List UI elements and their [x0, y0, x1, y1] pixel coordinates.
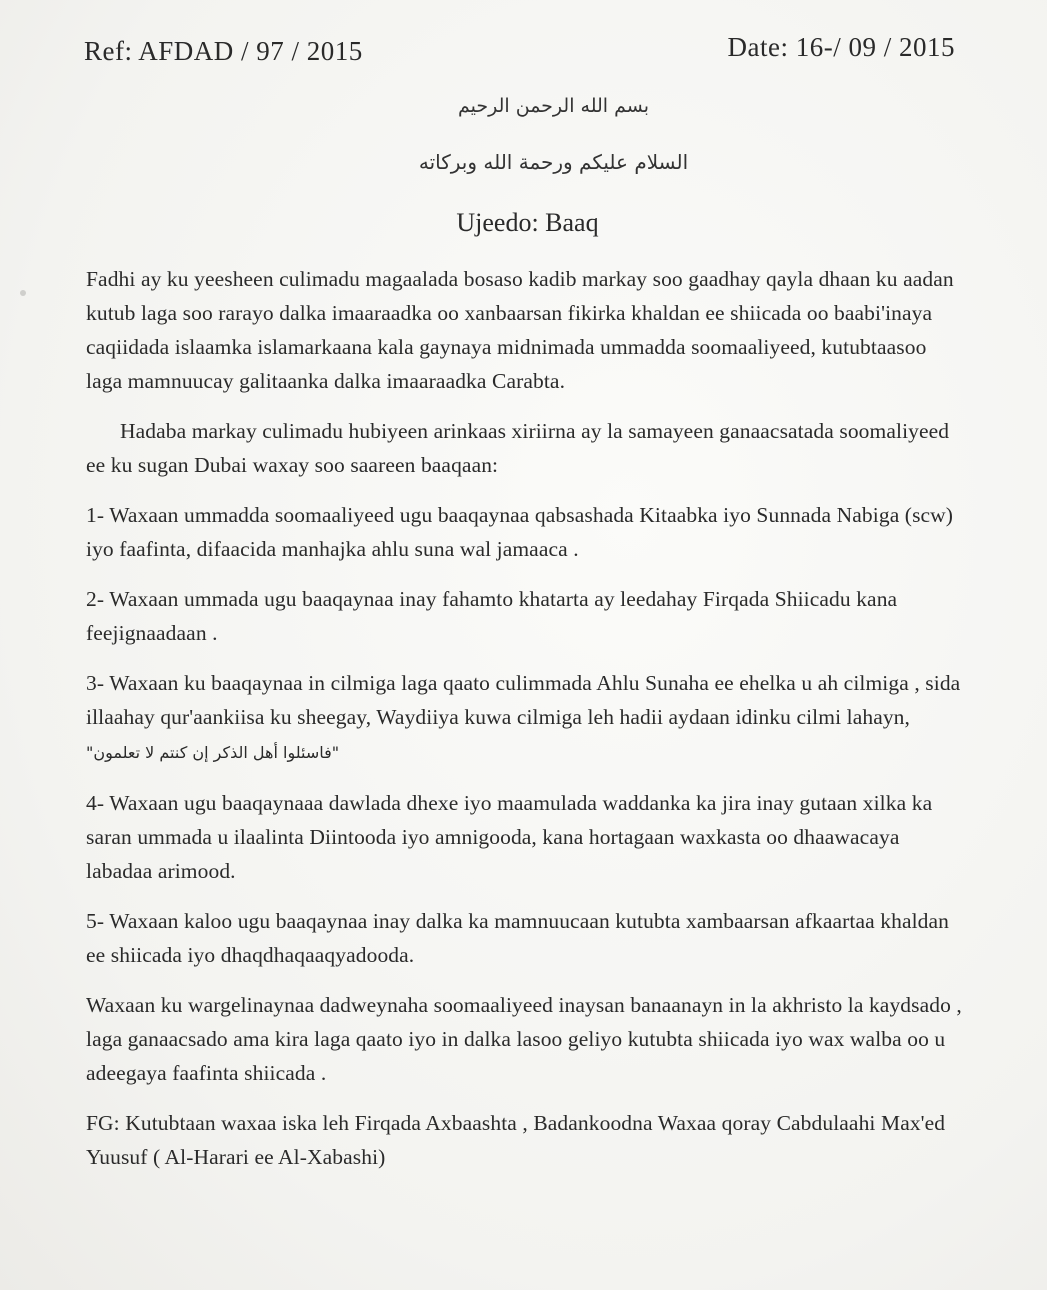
appeal-item-4: 4- Waxaan ugu baaqaynaaa dawlada dhexe iyo maamulada waddanka ka jira inay gutaan xilka ka saran ummada u ilaalinta Diintooda iyo amnigooda, kana hortagaan waxkasta oo dhaawacaya labadaa arimood. [86, 791, 933, 883]
subject-line: Ujeedo: Baaq [456, 208, 599, 237]
letter-header [84, 32, 955, 70]
appeal-item-3-text: 3- Waxaan ku baaqaynaa in cilmiga laga qaato culimmada Ahlu Sunaha ee ehelka u ah cilmiga , sida illaahay qur'aankiisa ku sheegay, Waydiiya kuwa cilmiga leh hadii aydaan idinku cilmi lahayn, [86, 671, 961, 729]
context-paragraph: Hadaba markay culimadu hubiyeen arinkaas xiriirna ay la samayeen ganaacsatada soomaliyeed ee ku sugan Dubai waxay soo saareen baaqaan: [86, 419, 950, 477]
salaam-greeting: السلام عليكم ورحمة الله وبركاته [418, 150, 689, 174]
bismillah-line: بسم الله الرحمن الرحيم [458, 95, 649, 117]
appeal-item-3 [86, 666, 966, 770]
footnote-paragraph: FG: Kutubtaan waxaa iska leh Firqada Axbaashta , Badankoodna Waxaa qoray Cabdulaahi Max'ed Yuusuf ( Al-Harari ee Al-Xabashi) [86, 1111, 946, 1169]
letter-body [86, 262, 966, 1190]
paper-speck [20, 290, 26, 296]
letter-date: Date: 16-/ 09 / 2015 [727, 32, 955, 62]
appeal-item-2: 2- Waxaan ummada ugu baaqaynaa inay fahamto khatarta ay leedahay Firqada Shiicadu kana feejignaadaan . [86, 587, 898, 645]
appeal-item-5: 5- Waxaan kaloo ugu baaqaynaa inay dalka ka mamnuucaan kutubta xambaarsan afkaartaa khaldan ee shiicada iyo dhaqdhaqaaqyadooda. [86, 909, 950, 967]
quran-quote: "فاسئلوا أهل الذكر إن كنتم لا تعلمون" [86, 743, 340, 762]
warning-paragraph: Waxaan ku wargelinaynaa dadweynaha soomaaliyeed inaysan banaanayn in la akhristo la kaydsado , laga ganaacsado ama kira laga qaato iyo in dalka lasoo geliyo kutubta shiicada iyo wax walba oo u adeegaya faafinta shiicada . [86, 993, 962, 1085]
appeal-item-1: 1- Waxaan ummadda soomaaliyeed ugu baaqaynaa qabsashada Kitaabka iyo Sunnada Nabiga (scw) iyo faafinta, difaacida manhajka ahlu suna wal jamaaca . [86, 503, 954, 561]
intro-paragraph: Fadhi ay ku yeesheen culimadu magaalada bosaso kadib markay soo gaadhay qayla dhaan ku aadan kutub laga soo rarayo dalka imaaraadka oo xanbaarsan fikirka khaldan ee shiicada oo baabi'inaya caqiidada islaamka islamarkaana kala gaynaya midnimada ummadda soomaaliyeed, kutubtaasoo laga mamnuucay galitaanka dalka imaaraadka Carabta. [86, 267, 954, 393]
reference-number: Ref: AFDAD / 97 / 2015 [84, 36, 363, 66]
